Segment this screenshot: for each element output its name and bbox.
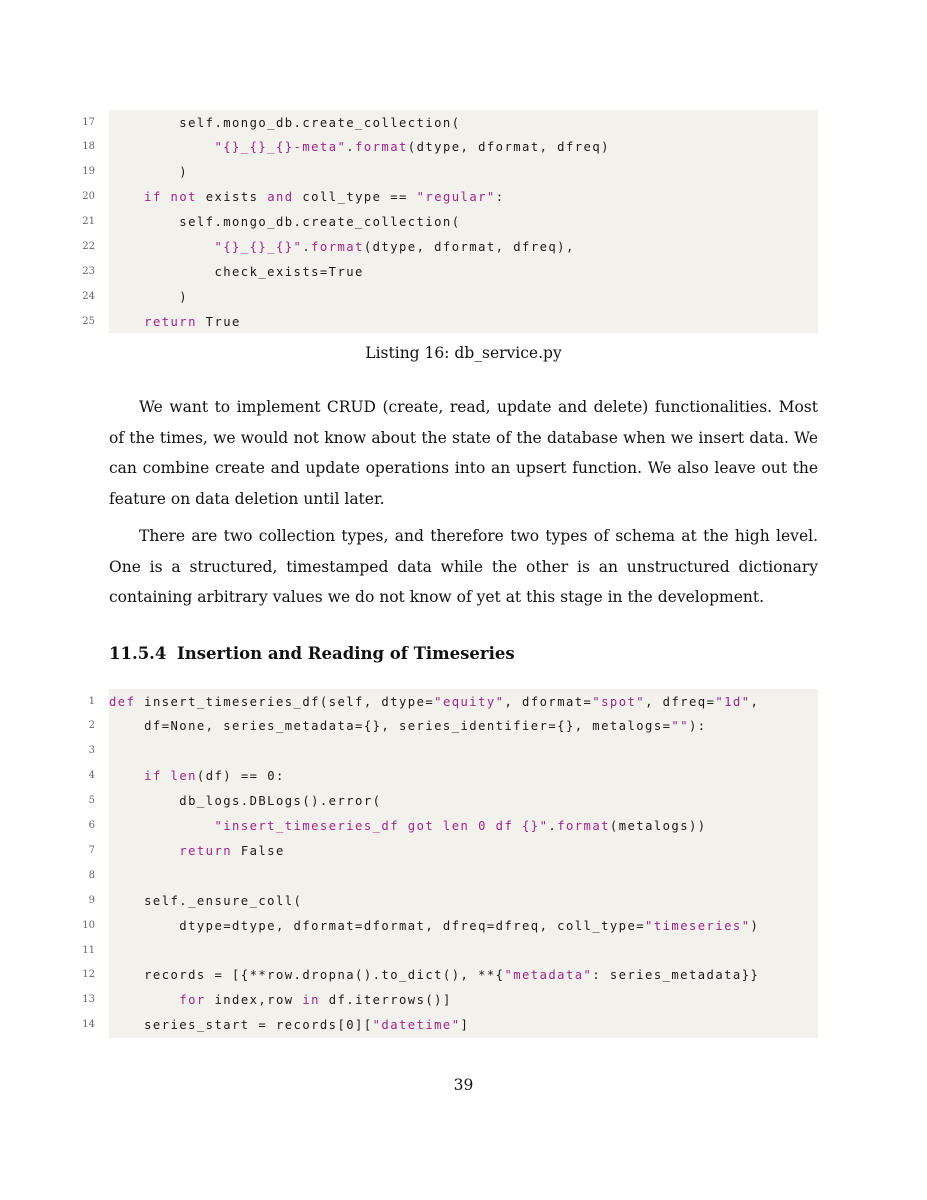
code-text: [109, 988, 452, 1013]
code-token: [162, 769, 171, 783]
line-number: 9: [88, 894, 95, 906]
code-text: [109, 285, 188, 310]
code-token-str: "insert_timeseries_df got len 0 df {}": [214, 819, 549, 833]
code-listing-insert-timeseries: [82, 689, 818, 1038]
code-token: .: [346, 140, 356, 155]
page-number: 39: [453, 1076, 474, 1094]
code-token-kw: in: [302, 993, 320, 1008]
code-token: (df) == 0:: [196, 769, 285, 784]
code-token: .: [302, 240, 312, 254]
code-text: [109, 235, 575, 260]
code-token-fn: format: [557, 819, 610, 833]
line-number: 25: [82, 315, 95, 327]
line-number: 22: [82, 241, 95, 252]
code-line: [88, 764, 818, 789]
code-token-kw: and: [267, 190, 294, 205]
code-token: ]: [460, 1018, 470, 1033]
line-number: 11: [82, 944, 95, 956]
code-text: [109, 814, 707, 839]
code-line: [82, 285, 818, 310]
code-line: [82, 185, 818, 210]
code-token-kw: for: [179, 993, 206, 1008]
code-text: [109, 789, 381, 814]
code-line: [82, 260, 818, 285]
code-token: [109, 315, 144, 329]
code-token: [109, 769, 144, 783]
code-token: (dtype, dformat, dfreq): [407, 140, 610, 155]
line-number: 8: [88, 869, 95, 881]
line-number: 18: [82, 141, 95, 153]
code-line: [82, 111, 818, 136]
code-token: self._ensure_coll(: [109, 893, 303, 908]
code-token-kw: return: [144, 314, 197, 329]
paragraph-collection-types: There are two collection types, and therefore two types of schema at the high level. One is a structured, timestamped data while the other is an unstructured dictionary containing arbitrary values we do not know of yet at this stage in the development.: [109, 527, 818, 606]
code-token-str: "{}_{}_{}-meta": [214, 140, 347, 155]
code-token: [109, 993, 179, 1007]
code-line: [82, 310, 818, 335]
code-token: (dtype, dformat, dfreq),: [363, 240, 575, 254]
code-line: [88, 789, 818, 814]
code-token: True: [196, 314, 241, 329]
code-line: [82, 988, 818, 1013]
code-line: [88, 839, 818, 864]
listing-caption: Listing 16: db_service.py: [365, 344, 562, 362]
line-number: 6: [88, 820, 95, 831]
code-token: : series_metadata}}: [592, 968, 760, 983]
code-token: [109, 819, 214, 833]
code-text: [109, 310, 241, 335]
code-token-str: "regular": [416, 190, 496, 205]
code-token: check_exists=True: [109, 264, 364, 279]
line-number: 4: [88, 770, 95, 782]
code-text: [109, 135, 610, 160]
code-token-str: "equity": [434, 694, 505, 709]
code-line: [82, 160, 818, 185]
code-token: , dfreq=: [645, 694, 716, 709]
code-text: [109, 260, 364, 285]
code-text: [109, 839, 285, 864]
line-number: 20: [82, 191, 95, 203]
code-token-str: "": [671, 719, 689, 734]
code-token: ): [109, 165, 189, 180]
code-text: [109, 160, 188, 185]
code-text: [109, 963, 759, 988]
line-number: 1: [88, 695, 95, 707]
code-token: [162, 190, 171, 204]
code-token-fn: format: [311, 240, 364, 254]
code-line: [82, 963, 818, 988]
code-token-str: "1d": [715, 694, 751, 709]
code-token: [109, 190, 144, 204]
code-token: .: [548, 819, 558, 833]
code-token: index,row: [205, 993, 303, 1008]
section-number: 11.5.4: [109, 644, 167, 663]
code-token: records = [{**row.dropna().to_dict(), **{: [109, 968, 505, 983]
code-token: coll_type ==: [293, 190, 417, 205]
code-token: self.mongo_db.create_collection(: [109, 215, 461, 230]
code-line: [88, 714, 818, 739]
line-number: 2: [88, 720, 95, 732]
line-number: 24: [82, 290, 95, 302]
code-token: dtype=dtype, dformat=dformat, dfreq=dfreq, coll_type=: [109, 918, 646, 933]
code-line: [82, 1013, 818, 1038]
line-number: 17: [82, 116, 95, 128]
code-line: [82, 939, 818, 964]
code-token: self.mongo_db.create_collection(: [109, 115, 461, 130]
code-token: :: [495, 190, 505, 205]
code-line: [88, 889, 818, 914]
line-number: 10: [82, 919, 95, 931]
code-token: , dformat=: [504, 694, 593, 709]
code-line: [82, 210, 818, 235]
code-token-kw: if: [144, 190, 162, 205]
code-token: [109, 140, 214, 154]
code-token: ):: [688, 719, 707, 734]
code-line: [82, 914, 818, 939]
code-token: df.iterrows()]: [319, 993, 452, 1008]
line-number: 5: [88, 795, 95, 807]
code-listing-16: [82, 110, 818, 333]
code-line: [88, 864, 818, 889]
section-title: Insertion and Reading of Timeseries: [177, 644, 515, 663]
line-number: 13: [82, 994, 95, 1006]
code-text: [109, 764, 285, 789]
paragraph-crud: We want to implement CRUD (create, read, update and delete) functionalities. Most of the times, we would not know about the state of the database when we insert data. We can combine create and update operations into an upsert function. We also leave out the feature on data deletion until later.: [109, 398, 818, 508]
code-token: db_logs.DBLogs().error(: [109, 794, 382, 809]
code-token: ): [109, 289, 189, 304]
code-line: [88, 739, 818, 764]
line-number: 14: [82, 1019, 95, 1031]
code-token-kw: return: [179, 843, 233, 858]
code-line: [88, 814, 818, 839]
code-token-str: "metadata": [504, 968, 593, 983]
code-token-str: "spot": [592, 694, 646, 709]
code-token: series_start = records[0][: [109, 1018, 373, 1033]
code-token: ): [750, 918, 760, 933]
code-text: [109, 714, 707, 739]
code-token-fn: format: [355, 140, 408, 155]
code-token-kw: if: [144, 769, 162, 784]
code-token-kw: def: [109, 694, 136, 709]
code-text: [109, 111, 461, 136]
code-token: False: [232, 843, 285, 858]
code-token: (metalogs)): [609, 819, 707, 833]
line-number: 3: [88, 745, 95, 757]
code-token: ,: [750, 694, 760, 709]
code-text: [109, 914, 759, 939]
code-line: [88, 690, 818, 715]
line-number: 19: [82, 166, 95, 178]
code-token-str: "timeseries": [645, 918, 751, 933]
section-heading: [109, 644, 515, 663]
code-token-fn: len: [170, 769, 197, 784]
code-token: [109, 844, 179, 858]
code-token-str: "datetime": [372, 1018, 461, 1033]
code-line: [82, 135, 818, 160]
code-text: [109, 185, 505, 210]
line-number: 23: [82, 265, 95, 277]
code-token: insert_timeseries_df(self, dtype=: [135, 694, 435, 709]
code-token: df=None, series_metadata={}, series_identifier={}, metalogs=: [109, 719, 672, 734]
line-number: 21: [82, 216, 95, 228]
code-token-kw: not: [170, 190, 197, 205]
code-text: [109, 210, 461, 235]
code-text: [109, 1013, 469, 1038]
code-text: [109, 889, 302, 914]
line-number: 7: [88, 844, 95, 856]
code-token: [109, 240, 214, 254]
code-line: [82, 235, 818, 260]
code-text: [109, 690, 759, 715]
code-token: exists: [196, 190, 268, 205]
code-token-str: "{}_{}_{}": [214, 240, 303, 254]
line-number: 12: [82, 969, 95, 981]
